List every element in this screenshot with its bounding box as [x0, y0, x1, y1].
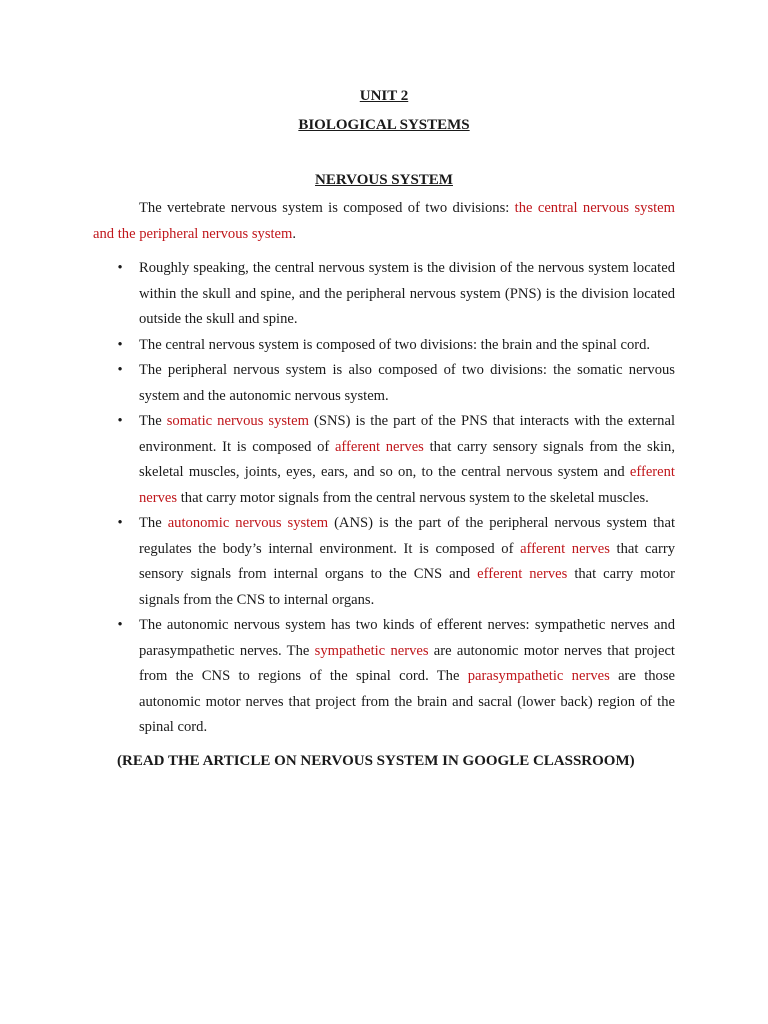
term-parasympathetic-nerves: parasympathetic nerves [467, 668, 610, 684]
intro-period: . [292, 225, 297, 242]
intro-paragraph [93, 196, 675, 247]
page-title: BIOLOGICAL SYSTEMS [298, 117, 470, 133]
term-sympathetic-nerves: sympathetic nerves [314, 642, 429, 659]
list-item-text: that carry sensory signals from the skin, skeletal muscles, joints, eyes, ears, and so on, to the central nervous system and [139, 438, 675, 480]
list-item-text: The [139, 515, 168, 531]
term-autonomic-nervous-system: autonomic nervous system [167, 515, 329, 531]
bullet-icon: • [117, 336, 123, 353]
classroom-note: (READ THE ARTICLE ON NERVOUS SYSTEM IN GOOGLE CLASSROOM) [117, 753, 635, 769]
intro-highlight: the central nervous system and the peripheral nervous system [93, 200, 676, 242]
list-item [117, 358, 675, 409]
list-item [117, 511, 676, 613]
unit-heading: UNIT 2 [359, 88, 409, 104]
bullet-icon: • [117, 362, 123, 378]
intro-text: The vertebrate nervous system is composed of two divisions: [139, 200, 515, 216]
list-item-text: The peripheral nervous system is also composed of two divisions: the somatic nervous system and the autonomic nervous system. [139, 362, 675, 404]
list-item-text: are those autonomic motor nerves that project from the brain and sacral (lower back) region of the spinal cord. [139, 668, 676, 735]
bullet-icon: • [117, 413, 123, 429]
section-heading: NERVOUS SYSTEM [315, 172, 453, 188]
term-afferent-nerves: afferent nerves [334, 438, 424, 455]
list-item-text: The central nervous system is composed of two divisions: the brain and the spinal cord. [139, 336, 651, 353]
list-item [117, 256, 675, 333]
list-item-text: (ANS) is the part of the peripheral nervous system that regulates the body’s internal environment. It is composed of [139, 515, 675, 557]
bullet-icon: • [117, 260, 123, 276]
list-item [117, 333, 675, 359]
bullet-icon: • [117, 515, 123, 531]
list-item [117, 613, 676, 741]
list-item-text: The autonomic nervous system has two kinds of efferent nerves: sympathetic nerves and parasympathetic nerves. The [139, 617, 675, 659]
term-efferent-nerves: efferent nerves [477, 566, 568, 582]
bullet-list [0, 256, 768, 741]
term-afferent-nerves: afferent nerves [520, 540, 610, 557]
list-item-text: are autonomic motor nerves that project from the CNS to regions of the spinal cord. The [139, 642, 675, 684]
list-item-text: (SNS) is the part of the PNS that interacts with the external environment. It is composed of [139, 413, 675, 455]
list-item-text: Roughly speaking, the central nervous system is the division of the nervous system located within the skull and spine, and the peripheral nervous system (PNS) is the division located outside the skull and spine. [139, 260, 675, 327]
list-item-text: that carry sensory signals from internal organs to the CNS and [139, 540, 676, 582]
bullet-icon: • [117, 617, 123, 633]
term-efferent-nerves: efferent nerves [139, 464, 675, 506]
list-item [117, 409, 675, 511]
list-item-text: that carry motor signals from the CNS to internal organs. [139, 566, 675, 608]
list-item-text: that carry motor signals from the central nervous system to the skeletal muscles. [177, 489, 649, 506]
term-somatic-nervous-system: somatic nervous system [166, 413, 309, 429]
list-item-text: The [139, 413, 167, 429]
